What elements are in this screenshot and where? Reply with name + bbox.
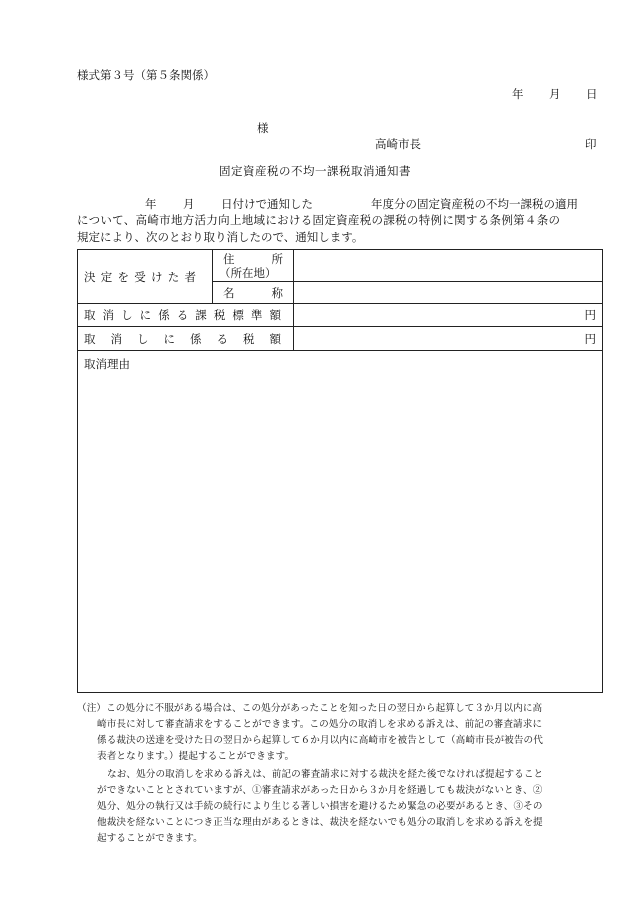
- note-line-9: 起することができます。: [97, 833, 203, 844]
- note-line-5: なお、処分の取消しを求める訴えは、前記の審査請求に対する裁決を経た後でなければ提起すること: [107, 769, 544, 780]
- tax-amount-value[interactable]: [294, 327, 603, 351]
- recipient-label-cell: [78, 250, 213, 304]
- note-line-1: （注）この処分に不服がある場合は、この処分があったことを知った日の翌日から起算して３か月以内に高: [77, 703, 543, 714]
- cancellation-form-table: [77, 249, 603, 693]
- tax-base-label-cell: [78, 304, 294, 327]
- intro-month: 月: [183, 197, 195, 211]
- form-number: 様式第３号（第５条関係）: [77, 68, 215, 82]
- name-value[interactable]: [294, 282, 603, 304]
- note-line-4: 表者となります。）提起することができます。: [97, 751, 295, 762]
- address-value[interactable]: [294, 250, 603, 282]
- address-sub-label: （所在地）: [219, 265, 277, 280]
- tax-amount-label: 取 消 し に 係 る 税 額: [84, 331, 281, 346]
- tax-base-value[interactable]: [294, 304, 603, 327]
- recipient-label: 決 定 を 受 け た 者: [84, 269, 196, 284]
- document-title: 固定資産税の不均一課税取消通知書: [219, 164, 411, 178]
- intro-year: 年: [145, 197, 157, 211]
- note-line-8: 他裁決を経ないことにつき正当な理由があるときは、裁決を経ないでも処分の取消しを求める訴えを提: [97, 817, 543, 828]
- note-line-2: 崎市長に対して審査請求をすることができます。この処分の取消しを求める訴えは、前記の審査請求に: [97, 719, 543, 730]
- address-label-cell: [213, 250, 294, 282]
- date-month-label: 月: [549, 87, 561, 101]
- note-line-3: 係る裁決の送達を受けた日の翌日から起算して６か月以内に高崎市を被告として（高崎市長が被告の代: [97, 735, 543, 746]
- addressee-suffix: 様: [257, 121, 269, 135]
- reason-cell[interactable]: [78, 351, 603, 693]
- date-day-label: 日: [586, 87, 598, 101]
- reason-label: 取消理由: [84, 357, 130, 371]
- issuer-name: 高崎市長: [375, 137, 421, 151]
- intro-notified-text: 日付けで通知した: [221, 197, 313, 211]
- address-label: 住 所: [223, 251, 283, 266]
- tax-base-label: 取 消 し に 係 る 課 税 標 準 額: [84, 308, 281, 322]
- intro-line-3: 規定により、次のとおり取り消したので、通知します。: [77, 230, 364, 244]
- intro-line-2: について、高崎市地方活力向上地域における固定資産税の課税の特例に関する条例第４条の: [77, 213, 561, 227]
- tax-base-unit: 円: [584, 308, 596, 322]
- name-label-cell: [213, 282, 294, 304]
- intro-fiscal-year-text: 年度分の固定資産税の不均一課税の適用: [371, 197, 578, 211]
- note-line-6: ができないこととされていますが、①審査請求があった日から３か月を経過しても裁決がないとき、②: [97, 785, 543, 796]
- date-year-label: 年: [512, 87, 524, 101]
- name-label: 名 称: [223, 285, 283, 300]
- tax-amount-unit: 円: [584, 331, 596, 346]
- seal-mark: 印: [585, 137, 597, 151]
- note-line-7: 処分、処分の執行又は手続の続行により生じる著しい損害を避けるため緊急の必要があるとき、③その: [97, 801, 543, 812]
- tax-amount-label-cell: [78, 327, 294, 351]
